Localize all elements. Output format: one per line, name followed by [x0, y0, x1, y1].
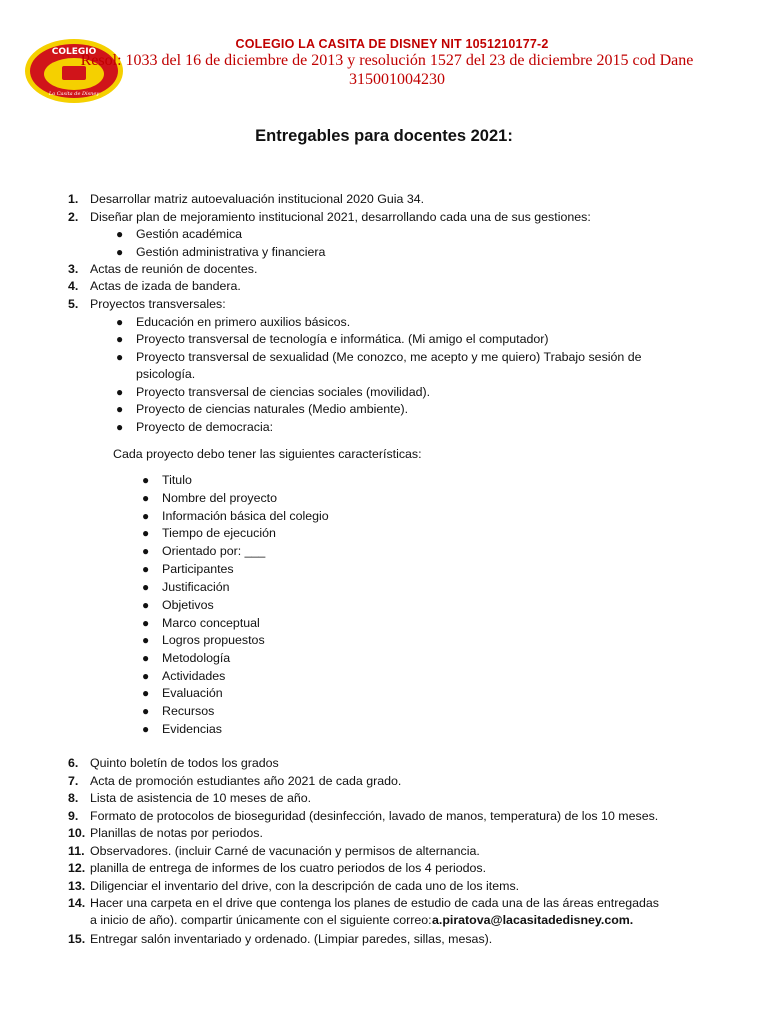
logo-text-bottom: La Casita de Disney: [48, 91, 100, 97]
logo-text-top: COLEGIO: [51, 47, 97, 57]
page-title: Entregables para docentes 2021:: [255, 127, 513, 145]
resolution-header: [52, 51, 742, 89]
school-header: COLEGIO LA CASITA DE DISNEY NIT 1051210177-2: [235, 37, 549, 51]
resolution-line-2: 315001004230: [349, 71, 445, 88]
email-link[interactable]: a.piratova@lacasitadedisney.com.: [432, 913, 634, 927]
resolution-line-1: Resol: 1033 del 16 de diciembre de 2013 y resolución 1527 del 23 de diciembre 2015 cod Dane: [80, 52, 694, 69]
